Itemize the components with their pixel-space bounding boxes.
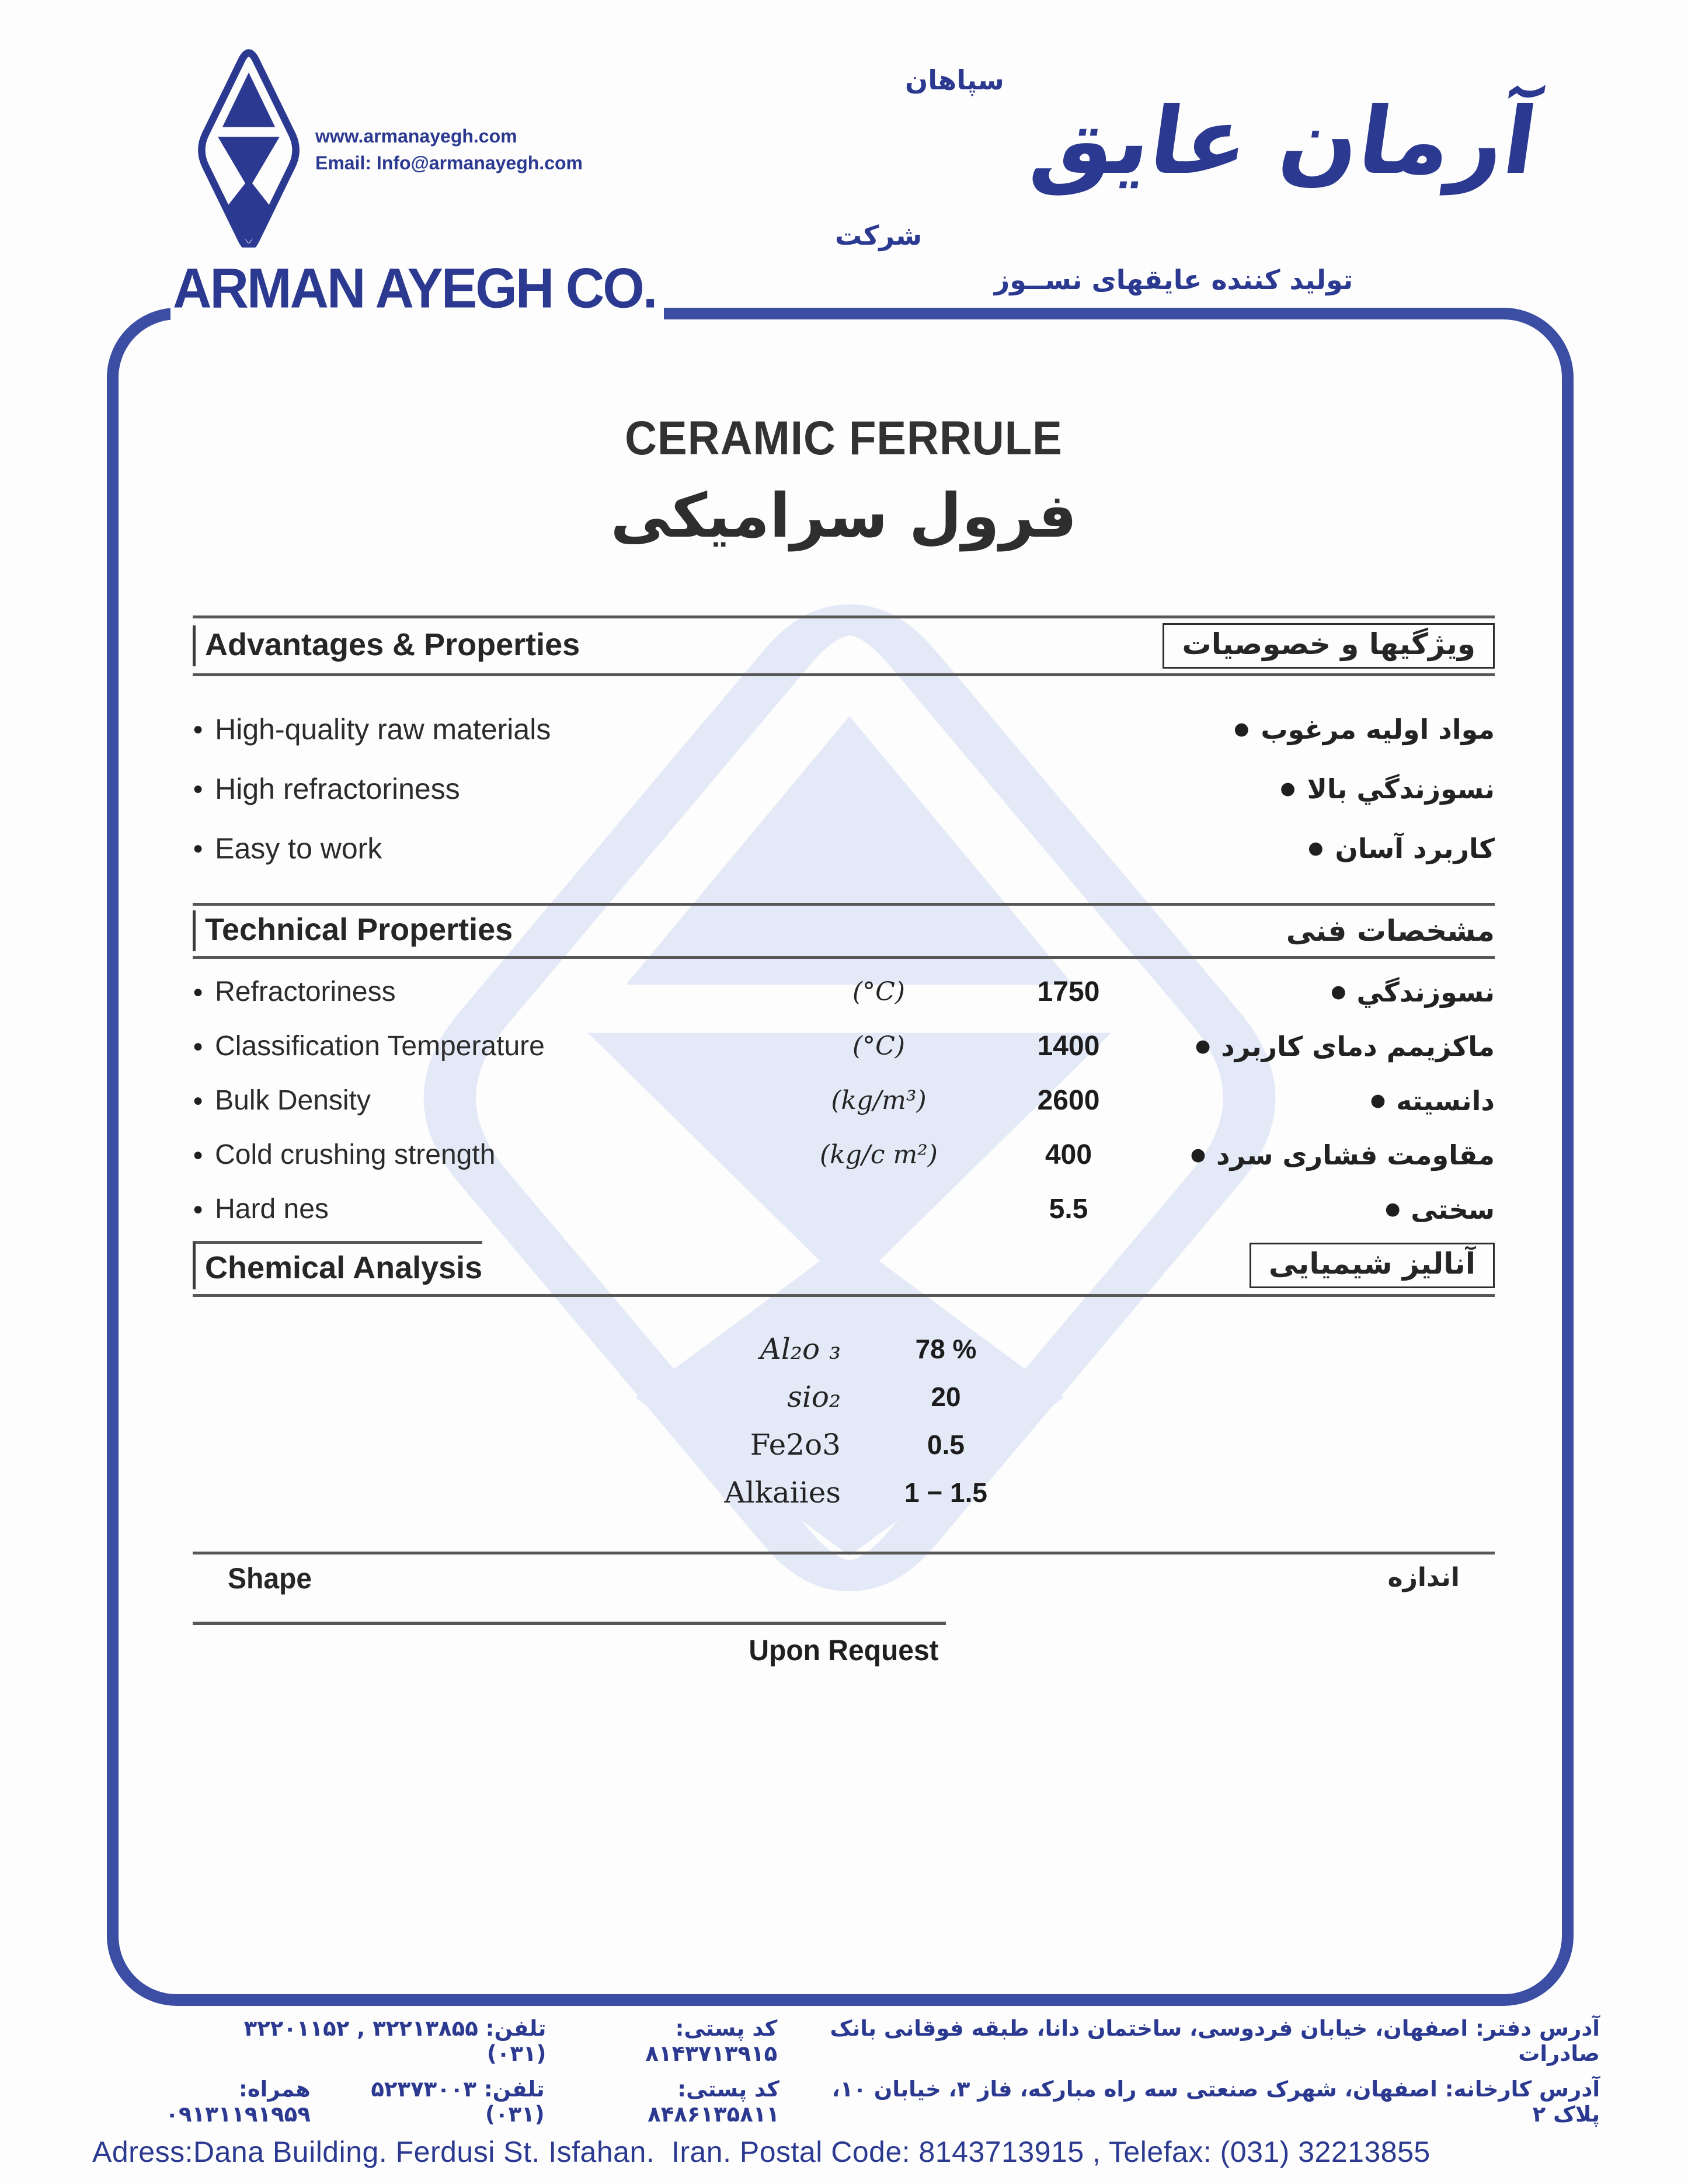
- factory-phone-fa: تلفن: ۵۲۳۷۳۰۰۳ (۰۳۱): [371, 2077, 545, 2127]
- company-logo-fa: [835, 64, 1543, 251]
- bullet-icon: ●: [1385, 1198, 1401, 1219]
- footer-address-en: Adress:Dana Building. Ferdusi St. Isfahan. Iran. Postal Code: 8143713915 , Telefax: (031) 32213855: [92, 2136, 1431, 2168]
- table-row: [193, 1469, 1495, 1517]
- property-text-fa: مقاومت فشاری سرد: [1216, 1139, 1495, 1171]
- bullet-icon: ●: [1280, 778, 1296, 799]
- factory-postal-code-fa: کد پستی: ۸۴۸۶۱۳۵۸۱۱: [648, 2077, 779, 2127]
- chemical-value: 1 − 1.5: [904, 1477, 987, 1508]
- property-text-fa: ماکزیمم دمای کاربرد: [1221, 1030, 1495, 1062]
- table-row: [193, 1373, 1495, 1421]
- office-address-fa: آدرس دفتر: اصفهان، خیابان فردوسی، ساختمان دانا، طبقه فوقانی بانک صادرات: [830, 2016, 1600, 2066]
- property-text-en: Cold crushing strength: [215, 1139, 496, 1170]
- chemical-value: 0.5: [927, 1430, 965, 1460]
- chemical-table: [193, 1325, 1495, 1517]
- bullet-icon: ●: [193, 719, 204, 739]
- bullet-icon: ●: [193, 1145, 204, 1164]
- property-name-en: [193, 976, 782, 1008]
- advantage-fa: [1234, 714, 1495, 745]
- advantage-text-fa: کاربرد آسان: [1335, 833, 1495, 864]
- advantages-header: [193, 615, 1495, 676]
- bullet-icon: ●: [193, 1036, 204, 1056]
- property-value: 1750: [1037, 976, 1100, 1007]
- chemical-formula: Fe2o3: [750, 1428, 841, 1462]
- property-name-fa: [1162, 976, 1495, 1008]
- property-text-en: Bulk Density: [215, 1085, 371, 1116]
- technical-table: [193, 965, 1495, 1236]
- advantage-fa: [1280, 773, 1495, 805]
- divider: [193, 1622, 946, 1625]
- property-value: 2600: [1037, 1085, 1100, 1116]
- bullet-icon: ●: [1370, 1090, 1386, 1111]
- property-name-fa: [1162, 1139, 1495, 1171]
- property-unit: (kg/m³): [831, 1086, 927, 1115]
- footer: [92, 2016, 1600, 2169]
- property-text-en: Refractoriness: [215, 976, 396, 1007]
- logo-fa-main: آرمان عایق: [1025, 88, 1543, 195]
- chemical-formula: sio₂: [787, 1380, 841, 1414]
- product-title-en: CERAMIC FERRULE: [625, 411, 1063, 465]
- property-name-en: [193, 1084, 782, 1117]
- shape-label-en: Shape: [228, 1562, 312, 1595]
- bullet-icon: ●: [193, 1199, 204, 1219]
- table-row: [193, 965, 1495, 1019]
- bullet-icon: ●: [1331, 981, 1346, 1002]
- advantage-text-fa: مواد اولیه مرغوب: [1261, 714, 1495, 745]
- shape-label-fa: اندازه: [1387, 1563, 1460, 1592]
- advantages-list: [193, 700, 1495, 878]
- chemical-header-fa: آنالیز شیمیایی: [1250, 1243, 1495, 1288]
- shape-value: Upon Request: [749, 1634, 939, 1667]
- property-unit: (°C): [852, 977, 905, 1007]
- advantage-fa: [1308, 833, 1495, 864]
- property-name-fa: [1162, 1085, 1495, 1117]
- footer-factory-line: [92, 2077, 1600, 2127]
- bullet-icon: ●: [1190, 1144, 1206, 1165]
- property-text-fa: نسوزندگي: [1356, 976, 1495, 1008]
- website-text: www.armanayegh.com: [315, 126, 517, 147]
- bullet-icon: ●: [193, 982, 204, 1001]
- chemical-value: 78 %: [915, 1334, 977, 1364]
- bullet-icon: ●: [1308, 838, 1324, 858]
- property-name-en: [193, 1030, 782, 1062]
- table-row: [193, 1325, 1495, 1373]
- table-row: [193, 1128, 1495, 1182]
- technical-header-en: Technical Properties: [193, 910, 513, 951]
- table-row: [193, 1073, 1495, 1128]
- tagline-fa: تولید کننده عایقهای نســوز: [994, 264, 1353, 295]
- advantage-item: [193, 700, 1495, 759]
- advantage-item: [193, 819, 1495, 878]
- property-value: 400: [1045, 1139, 1092, 1170]
- email-text: Email: Info@armanayegh.com: [315, 152, 583, 174]
- property-text-en: Classification Temperature: [215, 1031, 545, 1062]
- property-name-en: [193, 1193, 782, 1225]
- bullet-icon: ●: [193, 779, 204, 798]
- shape-section: [193, 1552, 1495, 1595]
- bullet-icon: ●: [1234, 719, 1250, 739]
- advantages-header-fa: ویژگیها و خصوصیات: [1163, 623, 1495, 669]
- chemical-formula: Alkaiies: [724, 1476, 841, 1510]
- property-value: 1400: [1037, 1031, 1100, 1062]
- company-logo-icon: [193, 41, 305, 259]
- logo-fa-sepahan: سپاهان: [905, 64, 1004, 96]
- bullet-icon: ●: [193, 1090, 204, 1110]
- office-postal-code-fa: کد پستی: ۸۱۴۳۷۱۳۹۱۵: [645, 2016, 778, 2066]
- advantage-text-fa: نسوزندگي بالا: [1307, 773, 1495, 805]
- table-row: [193, 1421, 1495, 1469]
- company-name-en: ARMAN AYEGH CO.: [170, 248, 664, 324]
- content-frame: [107, 308, 1574, 2006]
- bullet-icon: ●: [193, 839, 204, 858]
- property-unit: (kg/c m²): [820, 1140, 938, 1170]
- advantages-header-en: Advantages & Properties: [193, 625, 580, 666]
- advantage-text-en: Easy to work: [215, 832, 382, 865]
- advantage-en: [193, 712, 551, 746]
- logo-fa-sherkat: شرکت: [835, 220, 923, 251]
- chemical-value: 20: [931, 1382, 961, 1412]
- advantage-text-en: High-quality raw materials: [215, 713, 551, 746]
- advantage-en: [193, 772, 460, 806]
- advantage-en: [193, 832, 382, 865]
- factory-address-fa: آدرس کارخانه: اصفهان، شهرک صنعتی سه راه مبارکه، فاز ۳، خیابان ۱۰، پلاک ۲: [831, 2077, 1600, 2127]
- contact-block: [315, 123, 583, 177]
- product-title-fa: فرول سرامیکی: [610, 480, 1077, 551]
- advantage-item: [193, 759, 1495, 819]
- property-name-en: [193, 1139, 782, 1171]
- table-row: [193, 1019, 1495, 1073]
- property-unit: (°C): [852, 1031, 905, 1061]
- mobile-fa: همراه: ۰۹۱۳۱۱۹۱۹۵۹: [165, 2077, 311, 2127]
- bullet-icon: ●: [1195, 1035, 1211, 1056]
- chemical-header-en: Chemical Analysis: [193, 1241, 482, 1289]
- property-text-fa: دانسیته: [1396, 1084, 1495, 1117]
- office-phone-fa: تلفن: ۳۲۲۱۳۸۵۵ , ۳۲۲۰۱۱۵۲ (۰۳۱): [243, 2016, 547, 2066]
- advantage-text-en: High refractoriness: [215, 773, 460, 805]
- footer-office-line: [193, 2016, 1600, 2066]
- property-name-fa: [1162, 1194, 1495, 1225]
- property-value: 5.5: [1049, 1194, 1088, 1225]
- technical-header: [193, 903, 1495, 959]
- property-text-fa: سختی: [1411, 1193, 1495, 1225]
- table-row: [193, 1182, 1495, 1236]
- chemical-formula: Al₂o ₃: [760, 1332, 841, 1366]
- property-name-fa: [1162, 1031, 1495, 1062]
- technical-header-fa: مشخصات فنی: [1286, 914, 1495, 948]
- chemical-header: [193, 1236, 1495, 1297]
- property-text-en: Hard nes: [215, 1194, 329, 1225]
